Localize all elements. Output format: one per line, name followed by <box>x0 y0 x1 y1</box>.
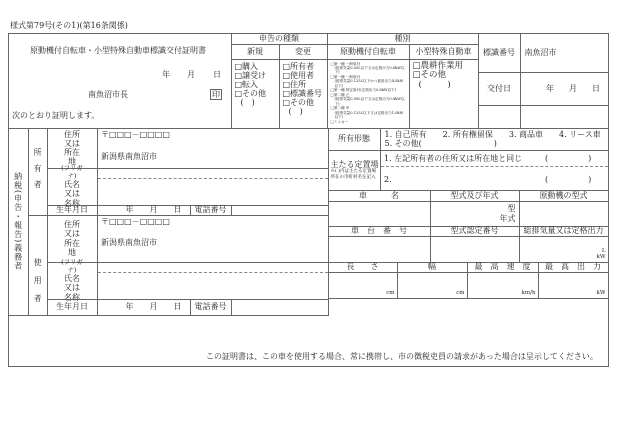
width-header: 幅 <box>397 262 468 273</box>
blank-cell <box>520 105 609 129</box>
user-address: 新潟県南魚沼市 <box>101 238 157 247</box>
user-phone-field[interactable] <box>231 299 329 316</box>
checkbox-option[interactable]: □譲受け <box>234 70 267 80</box>
checkbox-option[interactable]: □第一種 特定原付(定格出力0.6kW以下) <box>330 88 397 93</box>
user-name-label <box>47 258 98 302</box>
plate-number-value: 南魚沼市 <box>520 33 609 73</box>
engine-model-field[interactable] <box>519 201 609 227</box>
obligor-label <box>8 128 29 316</box>
issue-year: 年 <box>546 83 554 93</box>
mayor: 南魚沼市長 <box>88 90 128 99</box>
owner-birth-label: 生年月日 <box>47 205 98 216</box>
user-birth-label: 生年月日 <box>47 299 98 316</box>
ownership-line2: 5. その他( ) <box>384 139 497 148</box>
moped-options <box>327 59 410 129</box>
option-note: (総排気量0.09L以下又は定格出力0.8kW以下) <box>334 97 405 106</box>
checkbox-option[interactable]: □第二種 乙 <box>330 92 350 97</box>
storage-label-text: 主たる定置場 <box>330 160 379 170</box>
option-note: (総排気量0.05L以下又は定格出力0.6kW以下) <box>334 65 405 75</box>
divider <box>98 178 328 179</box>
storage-paren-2: ( ) <box>545 175 592 184</box>
checkbox-option[interactable]: □その他 <box>282 98 315 108</box>
obligor-text: 納税(申告・報告)義務者 <box>13 172 23 271</box>
small-special-options <box>409 59 479 129</box>
user-text: 使用者 <box>33 258 43 312</box>
user-birth-field[interactable] <box>97 299 191 316</box>
owner-address: 新潟県南魚沼市 <box>101 152 157 161</box>
divider <box>381 166 608 167</box>
displacement-field[interactable] <box>519 236 609 263</box>
name-label: 氏名又は名称 <box>64 180 80 208</box>
small-special-header: 小型特殊自動車 <box>409 44 479 60</box>
displacement-header: 総排気量又は定格出力 <box>519 226 609 237</box>
year: 年 <box>125 302 134 312</box>
issue-date-label: 交付日 <box>478 72 521 106</box>
plate-number-label: 標識番号 <box>478 33 521 73</box>
vehicle-name-header: 車 名 <box>328 190 431 202</box>
blank-cell <box>478 105 521 129</box>
option-note: ( ) <box>288 107 303 117</box>
checkbox-option[interactable]: □第一種 一般原付 <box>330 74 361 79</box>
chassis-field[interactable] <box>328 236 431 263</box>
checkbox-option[interactable]: □その他 <box>412 70 447 81</box>
owner-name-label <box>47 164 98 208</box>
unit-l: L <box>601 247 606 254</box>
storage-option-2: 2. <box>384 175 392 184</box>
option-note: ( ) <box>240 98 255 108</box>
checkbox-option[interactable]: □第一種 一般原付 <box>330 61 361 66</box>
speed-header: 最 高 速 度 <box>467 262 539 273</box>
user-phone-label: 電話番号 <box>190 299 232 316</box>
checkbox-option[interactable]: □購入 <box>234 61 259 71</box>
date-month: 月 <box>187 70 195 79</box>
unit-cm: cm <box>386 290 395 297</box>
option-note: (総排気量0.125L以下又は定格出力1.0kW以下) <box>334 110 404 120</box>
option-note: (総排気量0.125L以下かつ最高出力4.0kW以下) <box>334 79 404 88</box>
owner-phone-label: 電話番号 <box>190 205 232 216</box>
ownership-label: 所有形態 <box>328 128 381 151</box>
day: 日 <box>173 205 182 215</box>
month: 月 <box>149 205 158 215</box>
power-field[interactable] <box>538 272 609 299</box>
unit-kmh: km/h <box>521 290 536 297</box>
chassis-header: 車 台 番 号 <box>328 226 431 237</box>
storage-note: ※( )内は主たる定置場所在の市町村名を記入 <box>330 169 376 180</box>
width-field[interactable] <box>397 272 468 299</box>
owner-address-label: 住所又は所在地 <box>47 128 98 169</box>
checkbox-option[interactable]: □その他 <box>234 89 267 99</box>
unit-cm: cm <box>456 290 465 297</box>
storage-label <box>328 150 381 191</box>
owner-text: 所有者 <box>33 147 43 196</box>
footer-note: この証明書は、この車を使用する場合、常に携帯し、市の徴税吏員の請求があった場合は呈示してください。 <box>206 352 598 361</box>
issue-date-value <box>520 72 609 106</box>
engine-model-header: 原動機の型式 <box>519 190 609 202</box>
change-options <box>279 59 328 129</box>
certificate-title: 原動機付自転車・小型特殊自動車標識交付証明書 <box>30 46 206 55</box>
unit-kw: kW <box>596 254 606 261</box>
year: 年 <box>125 205 134 215</box>
new-options <box>231 59 280 129</box>
issue-day: 日 <box>592 83 600 93</box>
length-header: 長 さ <box>328 262 398 273</box>
checkbox-option[interactable]: □第二種 甲 <box>330 106 350 111</box>
power-header: 最 高 出 力 <box>538 262 609 273</box>
furigana-label: (フリガナ) <box>61 164 83 180</box>
owner-postal: 〒□□□－□□□□ <box>101 130 170 139</box>
month: 月 <box>149 302 158 312</box>
unit-kw: kW <box>596 290 606 297</box>
name-label: 氏名又は名称 <box>64 274 80 302</box>
model-label: 型 <box>507 204 516 214</box>
model-year-field[interactable] <box>430 201 520 227</box>
length-field[interactable] <box>328 272 398 299</box>
user-name-field[interactable] <box>97 262 329 300</box>
declaration-change-header: 変更 <box>279 44 328 60</box>
divider <box>98 272 328 273</box>
storage-option-1: 1. 左記所有者の住所又は所在地と同じ <box>384 154 523 163</box>
cert-field[interactable] <box>430 236 520 263</box>
issue-month: 月 <box>569 83 577 93</box>
statement: 次のとおり証明します。 <box>12 111 100 120</box>
category-header: 種別 <box>327 33 479 45</box>
declaration-header: 申告の種類 <box>231 33 328 45</box>
checkbox-option[interactable]: □使用者 <box>282 70 315 80</box>
ownership-options[interactable] <box>380 128 609 151</box>
user-postal: 〒□□□－□□□□ <box>101 217 170 226</box>
form-number: 様式第79号(その1)(第16条関係) <box>10 21 128 30</box>
user-address-label: 住所又は所在地 <box>47 215 98 263</box>
year-label: 年式 <box>499 213 516 223</box>
user-label <box>28 215 48 316</box>
ownership-line1: 1. 自己所有 2. 所有権留保 3. 商品車 4. リース車 <box>384 129 601 139</box>
declaration-new-header: 新規 <box>231 44 280 60</box>
model-year-header: 型式及び年式 <box>430 190 520 202</box>
checkbox-option[interactable]: □標識番号 <box>282 89 323 99</box>
checkbox-option[interactable]: □ミニカー <box>330 119 349 124</box>
moped-header: 原動機付自転車 <box>327 44 410 60</box>
owner-label <box>28 128 48 216</box>
vehicle-name-field[interactable] <box>328 201 431 227</box>
cert-header: 型式認定番号 <box>430 226 520 237</box>
seal-mark: 印 <box>212 90 220 99</box>
checkbox-option[interactable]: □所有者 <box>282 61 315 71</box>
checkbox-option[interactable]: □転入 <box>234 79 259 89</box>
storage-paren-1: ( ) <box>545 154 592 163</box>
furigana-label: (フリガナ) <box>61 258 83 274</box>
date-year: 年 <box>162 70 170 79</box>
owner-name-field[interactable] <box>97 168 329 206</box>
speed-field[interactable] <box>467 272 539 299</box>
date-day: 日 <box>213 70 221 79</box>
checkbox-option[interactable]: □農耕作業用 <box>412 60 464 71</box>
checkbox-option[interactable]: □住所 <box>282 79 307 89</box>
day: 日 <box>173 302 182 312</box>
option-note: ( ) <box>418 80 451 91</box>
